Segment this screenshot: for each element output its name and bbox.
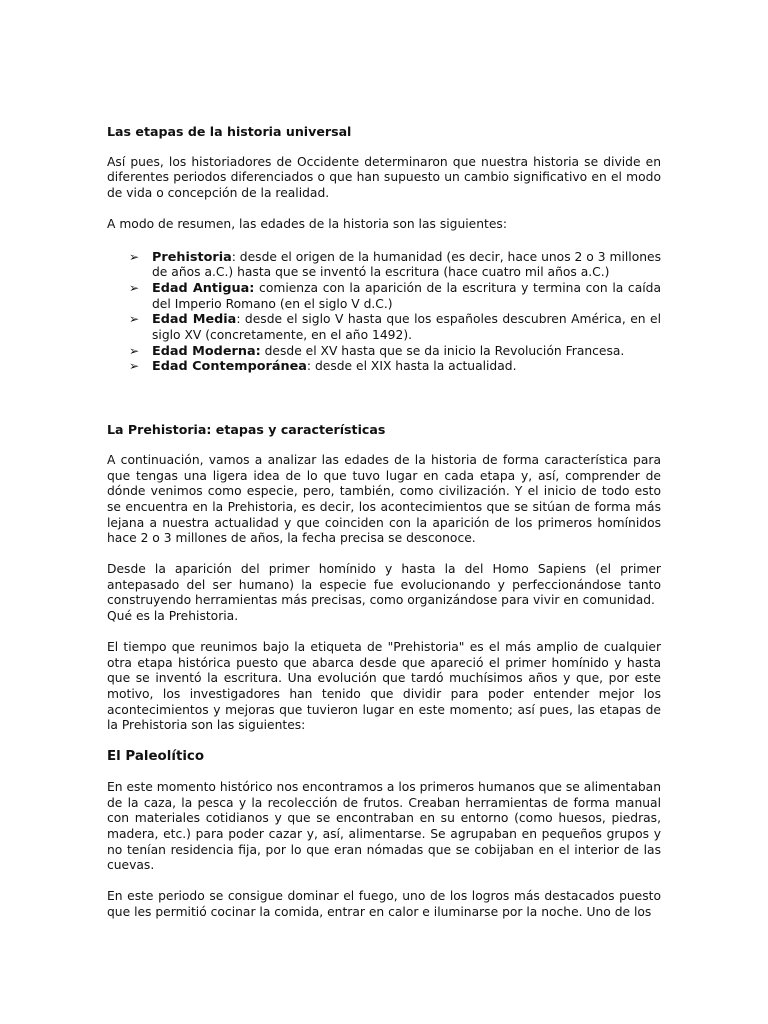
paragraph: Así pues, los historiadores de Occidente determinaron que nuestra historia se divide en diferentes periodos diferenciados o que han supuesto un cambio significativo en el modo de vida o concepción de la realidad.: [107, 154, 661, 201]
section-heading-paleolitico: El Paleolítico: [107, 749, 205, 765]
paragraph: Qué es la Prehistoria.: [107, 609, 239, 624]
arrow-bullet-icon: ➢: [129, 343, 140, 358]
arrow-bullet-icon: ➢: [129, 280, 140, 295]
list-item-term: Edad Contemporánea: [152, 359, 307, 375]
list-item: [107, 312, 661, 343]
list-item: [107, 281, 661, 312]
list-item-term: Edad Moderna:: [152, 343, 261, 359]
document-body: [107, 124, 661, 920]
paragraph: En este periodo se consigue dominar el fuego, uno de los logros más destacados puesto que les permitió cocinar la comida, entrar en calor e iluminarse por la noche. Uno de los: [107, 889, 661, 919]
ages-list: [107, 250, 661, 376]
paragraph: En este momento histórico nos encontramos a los primeros humanos que se alimentaban de la caza, la pesca y la recolección de frutos. Creaban herramientas de forma manual con materiales cotidianos y que se encontraban en su entorno (como huesos, piedras, madera, etc.) para poder cazar y, así, alimentarse. Se agrupaban en pequeños grupos y no tenían residencia fija, por lo que eran nómadas que se cobijaban en el interior de las cuevas.: [107, 779, 661, 873]
paragraph: A modo de resumen, las edades de la historia son las siguientes:: [107, 216, 507, 231]
list-item: [107, 359, 661, 375]
paragraph: El tiempo que reunimos bajo la etiqueta de "Prehistoria" es el más amplio de cualquier otra etapa histórica puesto que abarca desde que apareció el primer homínido y hasta que se inventó la escritura. Una evolución que tardó muchísimos años y que, por este motivo, los investigadores han tenido que dividir para poder entender mejor los acontecimientos y mejoras que tuvieron lugar en este momento; así pues, las etapas de la Prehistoria son las siguientes:: [107, 639, 661, 733]
paragraph: A continuación, vamos a analizar las edades de la historia de forma característica para que tengas una ligera idea de lo que tuvo lugar en cada etapa y, así, comprender de dónde venimos como especie, pero, también, como civilización. Y el inicio de todo esto se encuentra en la Prehistoria, es decir, los acontecimientos que se sitúan de forma más lejana a nuestra actualidad y que coinciden con la aparición de los primeros homínidos hace 2 o 3 millones de años, la fecha precisa se desconoce.: [107, 452, 661, 546]
list-item: [107, 344, 661, 360]
section-heading-prehistoria: La Prehistoria: etapas y características: [107, 422, 386, 438]
section-heading-etapas: Las etapas de la historia universal: [107, 124, 352, 139]
list-item-text: comienza con la aparición de la escritura y termina con la caída del Imperio Romano (en el siglo V d.C.): [152, 280, 661, 311]
list-item-text: : desde el origen de la humanidad (es decir, hace unos 2 o 3 millones de años a.C.) hasta que se inventó la escritura (hace cuatro mil años a.C.): [152, 249, 661, 280]
list-item-text: : desde el XIX hasta la actualidad.: [306, 359, 517, 374]
arrow-bullet-icon: ➢: [129, 312, 140, 327]
arrow-bullet-icon: ➢: [129, 249, 140, 264]
list-item-text: : desde el siglo V hasta que los españoles descubren América, en el siglo XV (concretamente, en el año 1492).: [152, 312, 662, 343]
list-item: [107, 250, 661, 281]
arrow-bullet-icon: ➢: [129, 359, 140, 374]
list-item-term: Prehistoria: [152, 249, 232, 265]
list-item-term: Edad Antigua:: [152, 280, 255, 296]
list-item-text: desde el XV hasta que se da inicio la Revolución Francesa.: [260, 343, 625, 358]
paragraph: Desde la aparición del primer homínido y hasta la del Homo Sapiens (el primer antepasado del ser humano) la especie fue evolucionando y perfeccionándose tanto construyendo herramientas más precisas, como organizándose para vivir en comunidad.: [107, 562, 661, 608]
list-item-term: Edad Media: [152, 312, 237, 328]
